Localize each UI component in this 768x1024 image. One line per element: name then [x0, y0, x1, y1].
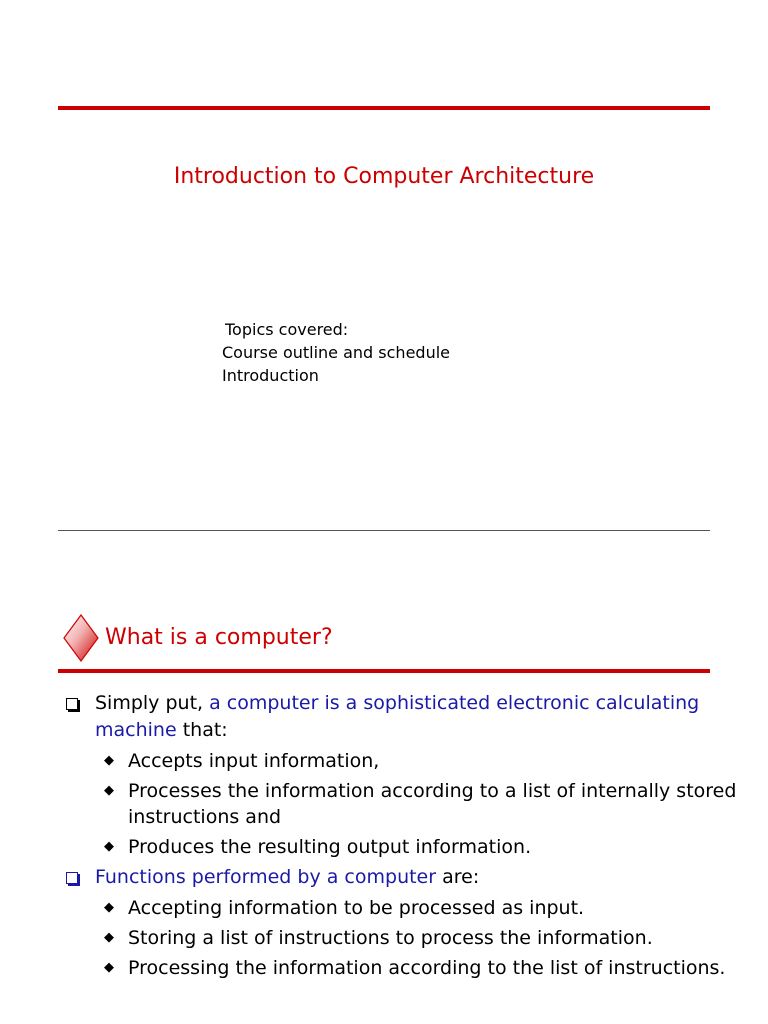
heading-divider: [58, 669, 710, 673]
sub-bullet-text: Processing the information according to the list of instructions.: [128, 957, 726, 979]
point-highlight: a computer is a sophisticated electronic calculating machine: [95, 692, 700, 741]
sub-bullet: [66, 895, 746, 921]
slide-heading: What is a computer?: [105, 625, 333, 650]
diamond-bullet-icon: ◆: [104, 960, 114, 975]
diamond-bullet-icon: ◆: [104, 783, 114, 798]
topic-item: Introduction: [222, 366, 319, 385]
checkbox-bullet-icon: [66, 872, 78, 884]
sub-bullet-text: Accepting information to be processed as input.: [128, 897, 585, 919]
topics-list: [222, 318, 450, 387]
diamond-bullet-icon: ◆: [104, 839, 114, 854]
slide-body: [66, 690, 746, 985]
diamond-bullet-icon: ◆: [104, 930, 114, 945]
topics-heading: Topics covered:: [225, 320, 349, 339]
point-suffix: that:: [176, 719, 228, 741]
point-prefix: Simply put,: [95, 692, 210, 714]
top-divider: [58, 106, 710, 110]
sub-bullet: [66, 834, 746, 860]
diamond-bullet-icon: ◆: [104, 753, 114, 768]
page-separator: [58, 530, 710, 531]
sub-bullet-text: Accepts input information,: [128, 750, 380, 772]
checkbox-bullet-icon: [66, 698, 78, 710]
sub-bullet: [66, 955, 746, 981]
sub-bullet: [66, 778, 746, 830]
sub-bullet-text: Processes the information according to a list of internally stored instructions and: [128, 780, 737, 828]
point-highlight: Functions performed by a computer: [95, 866, 437, 888]
page-title: Introduction to Computer Architecture: [173, 164, 595, 189]
sub-bullet-text: Produces the resulting output information.: [128, 836, 532, 858]
diamond-icon: [63, 614, 99, 662]
bullet-point: [66, 864, 746, 891]
sub-bullet: [66, 748, 746, 774]
bullet-point: [66, 690, 746, 744]
point-suffix: are:: [436, 866, 480, 888]
topic-item: Course outline and schedule: [222, 343, 450, 362]
diamond-bullet-icon: ◆: [104, 900, 114, 915]
sub-bullet: [66, 925, 746, 951]
sub-bullet-text: Storing a list of instructions to process the information.: [128, 927, 653, 949]
